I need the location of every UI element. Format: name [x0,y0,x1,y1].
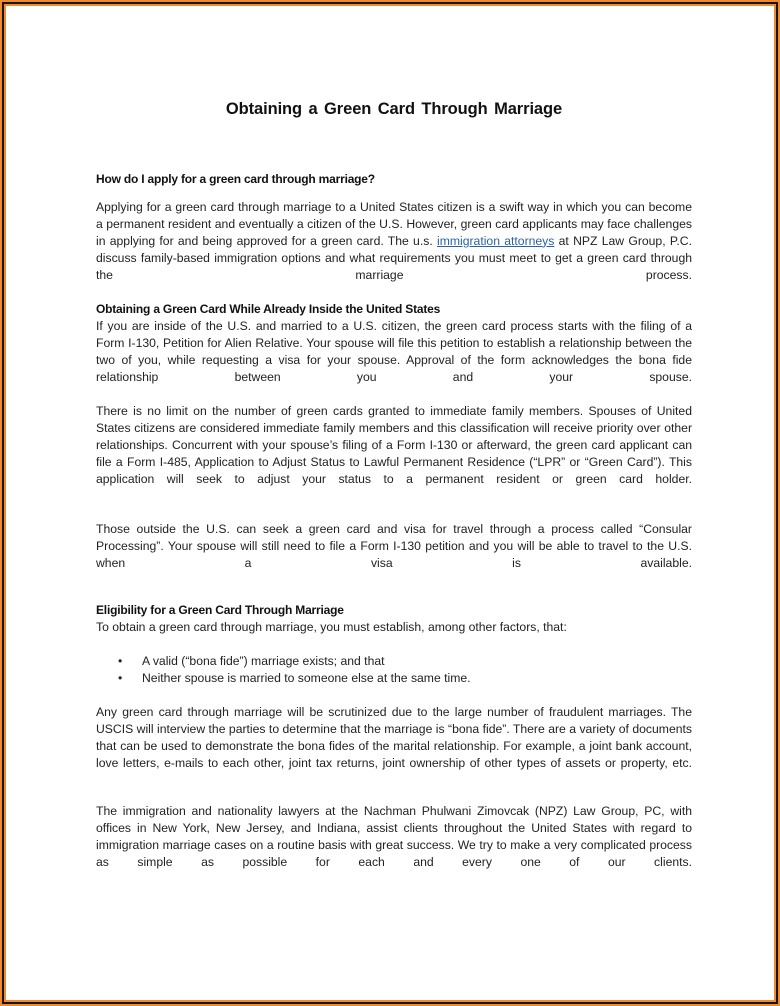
list-item-text: Neither spouse is married to someone else at the same time. [142,670,471,685]
section-heading-inside-us: Obtaining a Green Card While Already Inside the United States [96,302,441,316]
immigration-attorneys-link[interactable]: immigration attorneys [436,233,555,248]
document-title: Obtaining a Green Card Through Marriage [225,100,563,118]
bullet-icon: • [118,654,123,668]
intro-text-after-link: at NPZ Law Group, P.C. discuss family-based immigration options and what requirements you must meet to get a green card through the marriage process. [96,233,692,282]
paragraph-no-limit: There is no limit on the number of green cards granted to immediate family members. Spouses of United States citizens are considered immediate family members and this classification will receive priority over other relationships. Concurrent with your spouse’s filing of a Form I-130 or afterward, the green card applicant can file a Form I-485, Application to Adjust Status to Lawful Permanent Residence (“LPR” or “Green Card”). This application will seek to adjust your status to a permanent resident or green card holder. [96,404,692,486]
list-item-text: A valid (“bona fide”) marriage exists; and that [142,654,385,668]
intro-paragraph [96,199,692,300]
list-item [96,670,692,687]
paragraph-npz-lawyers: The immigration and nationality lawyers at the Nachman Phulwani Zimovcak (NPZ) Law Group, PC, with offices in New York, New Jersey, and Indiana, assist clients throughout the United States with regard to immigration marriage cases on a routine basis with great success. We try to make a very complicated process as simple as possible for each and every one of our clients. [96,804,692,869]
intro-text-before-link: Applying for a green card through marriage to a United States citizen is a swift way in which you can become a permanent resident and eventually a citizen of the U.S. However, green card applicants may face challenges in applying for and being approved for a green card. The u.s. [96,200,692,248]
section-heading-eligibility: Eligibility for a Green Card Through Marriage [96,603,344,617]
document-page [6,6,774,1000]
bullet-icon: • [118,670,123,685]
paragraph-consular-processing: Those outside the U.S. can seek a green card and visa for travel through a process called “Consular Processing”. Your spouse will still need to file a Form I-130 petition and you will be able to travel to the U.S. when a visa is available. [96,522,692,570]
list-item [96,653,692,670]
paragraph-inside-us: If you are inside of the U.S. and married to a U.S. citizen, the green card process starts with the filing of a Form I-130, Petition for Alien Relative. Your spouse will file this petition to establish a relationship between the two of you, while requesting a visa for your spouse. Approval of the form acknowledges the bona fide relationship between you and your spouse. [96,319,692,384]
eligibility-intro: To obtain a green card through marriage, you must establish, among other factors, that: [96,620,567,634]
section-heading-how-to-apply: How do I apply for a green card through marriage? [96,172,375,186]
paragraph-scrutiny: Any green card through marriage will be scrutinized due to the large number of fraudulent marriages. The USCIS will interview the parties to determine that the marriage is “bona fide”. There are a variety of documents that can be used to demonstrate the bona fides of the marital relationship. For example, a joint bank account, love letters, e-mails to each other, joint tax returns, joint ownership of other types of assets or property, etc. [96,705,692,770]
eligibility-list [96,653,692,687]
